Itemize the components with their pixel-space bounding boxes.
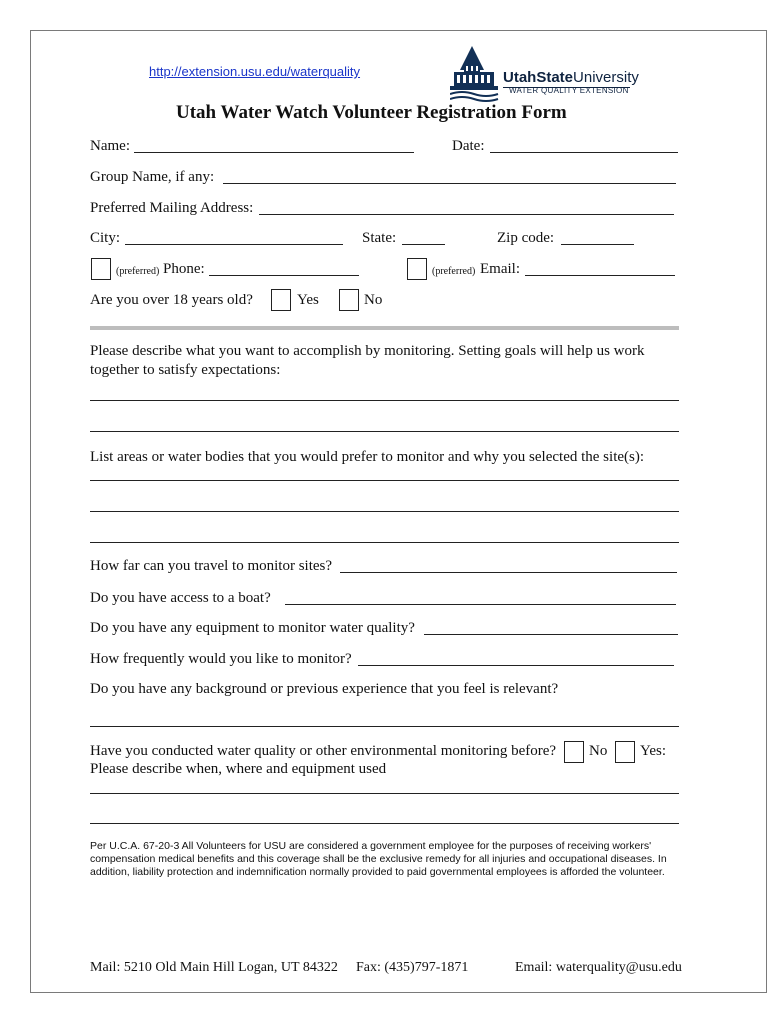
age-no-checkbox[interactable] (339, 289, 359, 311)
conducted-no-label: No (589, 743, 608, 759)
usu-logo-icon (450, 44, 500, 102)
goals-answer-line[interactable] (90, 431, 679, 432)
areas-answer-line[interactable] (90, 542, 679, 543)
goals-answer-line[interactable] (90, 400, 679, 401)
email-label: Email: (480, 261, 520, 277)
frequency-question: How frequently would you like to monitor? (90, 651, 352, 667)
equipment-field[interactable] (424, 634, 678, 635)
conducted-question: Have you conducted water quality or other environmental monitoring before? (90, 743, 557, 759)
boat-question: Do you have access to a boat? (90, 590, 271, 606)
phone-label: Phone: (163, 261, 205, 277)
logo-subtitle: WATER QUALITY EXTENSION (509, 86, 629, 95)
preferred-phone-label: (preferred) (116, 266, 160, 277)
date-label: Date: (452, 138, 485, 154)
city-label: City: (90, 230, 121, 246)
name-label: Name: (90, 138, 130, 154)
footer-fax: Fax: (435)797-1871 (356, 960, 469, 975)
travel-field[interactable] (340, 572, 677, 573)
footer-mail: Mail: 5210 Old Main Hill Logan, UT 84322 (90, 960, 338, 975)
zip-field[interactable] (561, 244, 634, 245)
legal-notice: Per U.C.A. 67-20-3 All Volunteers for USU are considered a government employee for the purposes of receiving workers' compensation medical benefits and this coverage shall be the exclusive remedy for all injuries and occupational diseases. In addition, liability protection and indemnification normally provided to paid governmental employees is afforded the volunteer. (90, 840, 667, 878)
age-question: Are you over 18 years old? (90, 292, 253, 308)
footer-email: Email: waterquality@usu.edu (515, 960, 682, 975)
experience-answer-line[interactable] (90, 726, 679, 727)
conducted-yes-checkbox[interactable] (615, 741, 635, 763)
goals-question-line2: together to satisfy expectations: (90, 362, 281, 378)
age-yes-label: Yes (297, 292, 319, 308)
preferred-email-checkbox[interactable] (407, 258, 427, 280)
age-no-label: No (364, 292, 383, 308)
conducted-yes-label: Yes: (640, 743, 666, 759)
conducted-no-checkbox[interactable] (564, 741, 584, 763)
logo-university-name: UtahStateUniversity (503, 69, 639, 86)
zip-label: Zip code: (497, 230, 555, 246)
group-label: Group Name, if any: (90, 169, 215, 185)
mailing-field[interactable] (259, 214, 674, 215)
state-label: State: (362, 230, 397, 246)
email-field[interactable] (525, 275, 675, 276)
preferred-email-label: (preferred) (432, 266, 476, 277)
date-field[interactable] (490, 152, 678, 153)
state-field[interactable] (402, 244, 445, 245)
areas-answer-line[interactable] (90, 511, 679, 512)
extension-link[interactable]: http://extension.usu.edu/waterquality (149, 64, 361, 79)
group-field[interactable] (223, 183, 676, 184)
frequency-field[interactable] (358, 665, 674, 666)
equipment-question: Do you have any equipment to monitor water quality? (90, 620, 415, 636)
city-field[interactable] (125, 244, 343, 245)
goals-question-line1: Please describe what you want to accomplish by monitoring. Setting goals will help us work (90, 343, 645, 359)
mailing-label: Preferred Mailing Address: (90, 200, 254, 216)
name-field[interactable] (134, 152, 414, 153)
describe-answer-line[interactable] (90, 823, 679, 824)
experience-question: Do you have any background or previous experience that you feel is relevant? (90, 681, 559, 697)
describe-prompt: Please describe when, where and equipment used (90, 761, 387, 777)
section-divider (90, 326, 679, 330)
age-yes-checkbox[interactable] (271, 289, 291, 311)
areas-question: List areas or water bodies that you would prefer to monitor and why you selected the site(s): (90, 449, 645, 465)
travel-question: How far can you travel to monitor sites? (90, 558, 333, 574)
boat-field[interactable] (285, 604, 676, 605)
preferred-phone-checkbox[interactable] (91, 258, 111, 280)
phone-field[interactable] (209, 275, 359, 276)
areas-answer-line[interactable] (90, 480, 679, 481)
form-title: Utah Water Watch Volunteer Registration Form (176, 102, 567, 123)
describe-answer-line[interactable] (90, 793, 679, 794)
